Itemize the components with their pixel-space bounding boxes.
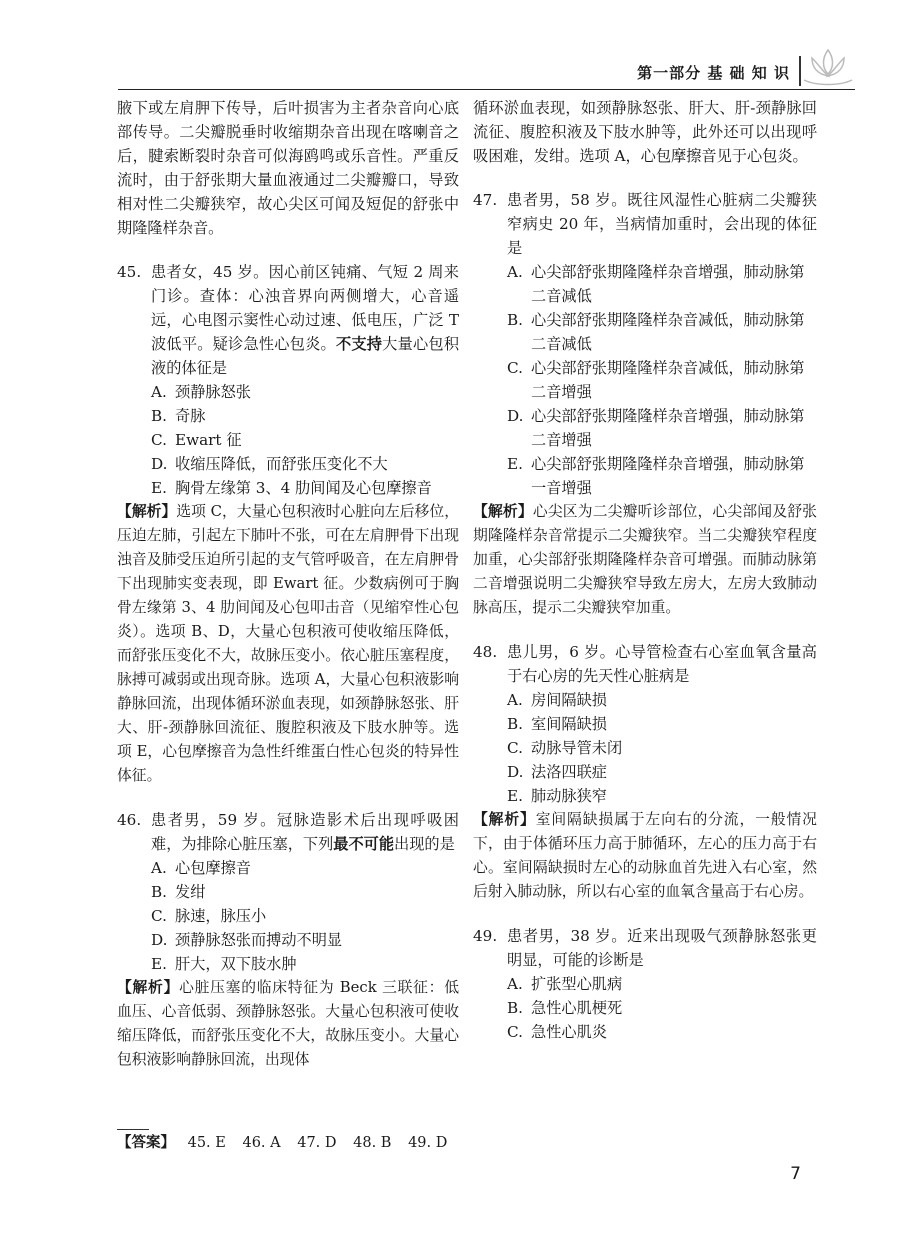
- analysis-text: 【解析】室间隔缺损属于左向右的分流，一般情况下，由于体循环压力高于肺循环，左心的压力高于右心。室间隔缺损时左心的动脉血首先进入右心室，然后射入肺动脉，所以右心室的血氧含量高于右心房。: [473, 811, 817, 900]
- option-b: B. 发绀: [151, 883, 206, 901]
- question-45: [117, 260, 459, 788]
- option-d: D. 心尖部舒张期隆隆样杂音增强，肺动脉第二音增强: [507, 407, 805, 449]
- question-number: 49.: [473, 927, 498, 945]
- left-column: [117, 96, 459, 1092]
- option-c: C. 动脉导管未闭: [507, 739, 623, 757]
- option-c: C. Ewart 征: [151, 431, 242, 449]
- question-stem: 患者男，58 岁。既往风湿性心脏病二尖瓣狭窄病史 20 年，当病情加重时，会出现的体征是: [507, 191, 817, 257]
- header-separator: [799, 56, 801, 86]
- page-header: [0, 0, 900, 100]
- answer-item: 46. A: [242, 1135, 281, 1151]
- option-e: E. 心尖部舒张期隆隆样杂音增强，肺动脉第一音增强: [507, 455, 805, 497]
- question-number: 46.: [117, 811, 142, 829]
- answer-key: [117, 1131, 459, 1152]
- answer-rule: [117, 1129, 149, 1130]
- analysis-text: 【解析】心脏压塞的临床特征为 Beck 三联征：低血压、心音低弱、颈静脉怒张。大量心包积液可使收缩压降低，而舒张压变化不大，故脉压变小。大量心包积液影响静脉回流，出现体: [117, 979, 459, 1068]
- question-48: [473, 640, 817, 904]
- emphasis-text: 不支持: [335, 335, 383, 353]
- section-title: 第一部分 基 础 知 识: [637, 64, 790, 82]
- question-number: 45.: [117, 263, 142, 281]
- option-a: A. 心尖部舒张期隆隆样杂音增强，肺动脉第二音减低: [507, 263, 805, 305]
- option-d: D. 颈静脉怒张而搏动不明显: [151, 931, 343, 949]
- carry-over-text: 循环淤血表现，如颈静脉怒张、肝大、肝-颈静脉回流征、腹腔积液及下肢水肿等，此外还可以出现呼吸困难，发绀。选项 A，心包摩擦音见于心包炎。: [473, 99, 817, 165]
- option-d: D. 收缩压降低，而舒张压变化不大: [151, 455, 388, 473]
- option-c: C. 脉速，脉压小: [151, 907, 267, 925]
- option-b: B. 急性心肌梗死: [507, 999, 623, 1017]
- answer-tag: 【答案】: [117, 1134, 175, 1151]
- option-d: D. 法洛四联症: [507, 763, 607, 781]
- option-e: E. 胸骨左缘第 3、4 肋间闻及心包摩擦音: [151, 479, 432, 497]
- answer-item: 49. D: [408, 1135, 448, 1151]
- header-rule: [118, 89, 855, 90]
- page-number: 7: [790, 1164, 801, 1184]
- question-49: [473, 924, 817, 1044]
- emphasis-text: 最不可能: [333, 835, 394, 853]
- analysis-text: 【解析】选项 C，大量心包积液时心脏向左后移位，压迫左肺，引起左下肺叶不张，可在左肩胛骨下出现浊音及肺受压迫所引起的支气管呼吸音，在左肩胛骨下出现肺实变表现，即 Ewart 征。少数病例可于胸骨左缘第 3、4 肋间闻及心包叩击音（见缩窄性心包炎）。选项 B、D，大量心包积液可使收缩压降低，而舒张压变化不大，故脉压变小。依心脏压塞程度，脉搏可减弱或出现奇脉。选项 A，大量心包积液影响静脉回流，出现体循环淤血表现，如颈静脉怒张、肝大、肝-颈静脉回流征、腹腔积液及下肢水肿等。选项 E，心包摩擦音为急性纤维蛋白性心包炎的特异性体征。: [117, 503, 459, 784]
- option-a: A. 心包摩擦音: [151, 859, 251, 877]
- answer-item: 48. B: [353, 1135, 392, 1151]
- option-c: C. 心尖部舒张期隆隆样杂音减低，肺动脉第二音增强: [507, 359, 805, 401]
- option-b: B. 心尖部舒张期隆隆样杂音减低，肺动脉第二音减低: [507, 311, 805, 353]
- option-a: A. 房间隔缺损: [507, 691, 607, 709]
- question-47: [473, 188, 817, 620]
- lotus-logo-icon: [802, 44, 854, 90]
- option-e: E. 肺动脉狭窄: [507, 787, 607, 805]
- question-stem: 患儿男，6 岁。心导管检查右心室血氧含量高于右心房的先天性心脏病是: [507, 643, 817, 685]
- option-e: E. 肝大，双下肢水肿: [151, 955, 297, 973]
- question-stem: 患者女，45 岁。因心前区钝痛、气短 2 周来门诊。查体：心浊音界向两侧增大，心音遥远，心电图示窦性心动过速、低电压，广泛 T 波低平。疑诊急性心包炎。不支持大量心包积液的体征是: [151, 263, 460, 377]
- analysis-text: 【解析】心尖区为二尖瓣听诊部位，心尖部闻及舒张期隆隆样杂音常提示二尖瓣狭窄。当二尖瓣狭窄程度加重，心尖部舒张期隆隆样杂音可增强。而肺动脉第二音增强说明二尖瓣狭窄导致左房大，左房大致肺动脉高压，提示二尖瓣狭窄加重。: [473, 503, 817, 616]
- answer-item: 45. E: [187, 1135, 226, 1151]
- answer-item: 47. D: [297, 1135, 337, 1151]
- question-46: [117, 808, 459, 1072]
- option-b: B. 室间隔缺损: [507, 715, 607, 733]
- question-number: 47.: [473, 191, 498, 209]
- option-c: C. 急性心肌炎: [507, 1023, 607, 1041]
- question-stem: 患者男，38 岁。近来出现吸气颈静脉怒张更明显，可能的诊断是: [507, 927, 817, 969]
- option-a: A. 扩张型心肌病: [507, 975, 623, 993]
- question-stem: 患者男，59 岁。冠脉造影术后出现呼吸困难，为排除心脏压塞，下列最不可能出现的是: [151, 811, 459, 853]
- option-b: B. 奇脉: [151, 407, 206, 425]
- option-a: A. 颈静脉怒张: [151, 383, 251, 401]
- right-column: [473, 96, 817, 1064]
- carry-over-text: 腋下或左肩胛下传导，后叶损害为主者杂音向心底部传导。二尖瓣脱垂时收缩期杂音出现在喀喇音之后，腱索断裂时杂音可似海鸥鸣或乐音性。严重反流时，由于舒张期大量血液通过二尖瓣瓣口，导致相对性二尖瓣狭窄，故心尖区可闻及短促的舒张中期隆隆样杂音。: [117, 99, 459, 237]
- question-number: 48.: [473, 643, 498, 661]
